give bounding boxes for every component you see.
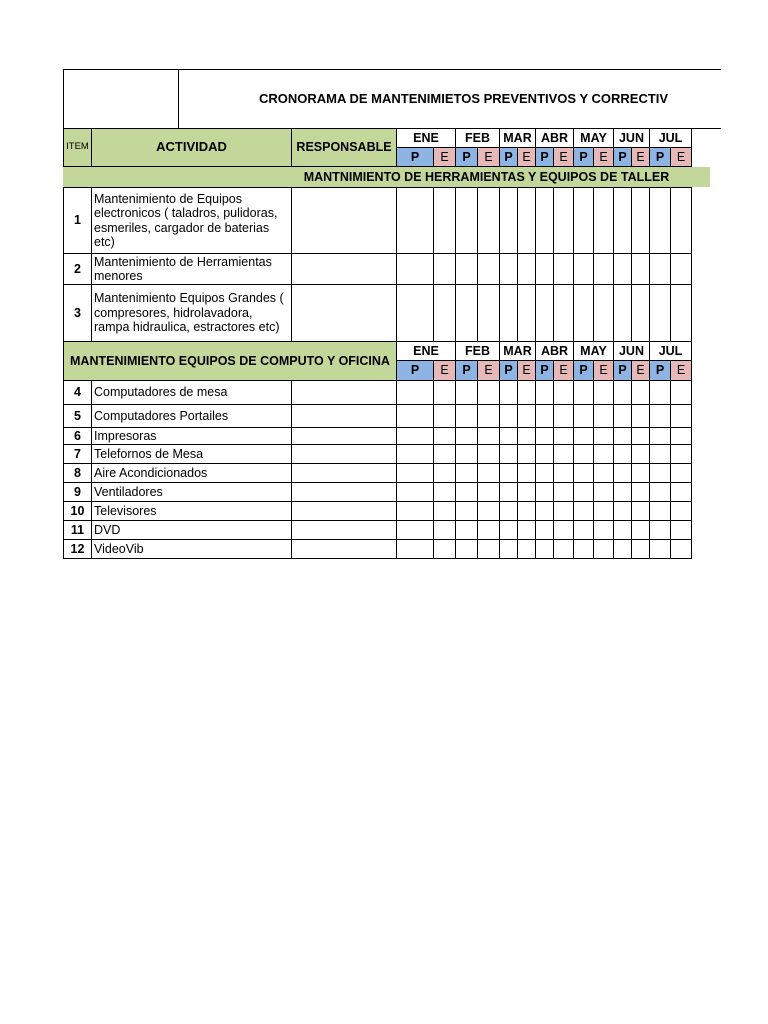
- schedule-cell: [649, 380, 671, 405]
- schedule-cell: [517, 284, 536, 342]
- schedule-cell: [433, 253, 456, 285]
- schedule-cell: [535, 520, 554, 540]
- schedule-cell: [573, 187, 594, 254]
- schedule-cell: [613, 482, 632, 502]
- schedule-cell: [670, 539, 692, 559]
- sub-header-e: E: [631, 147, 650, 167]
- schedule-cell: [649, 284, 671, 342]
- month-header: FEB: [455, 341, 500, 361]
- schedule-cell: [573, 463, 594, 483]
- month-header: JUN: [613, 128, 650, 148]
- schedule-cell: [593, 187, 614, 254]
- row-activity: Mantenimiento de Equipos electronicos ( taladros, pulidoras, esmeriles, cargador de baterias etc): [91, 187, 292, 254]
- schedule-cell: [433, 404, 456, 428]
- schedule-cell: [477, 482, 500, 502]
- schedule-cell: [517, 380, 536, 405]
- schedule-cell: [499, 427, 518, 445]
- schedule-cell: [593, 482, 614, 502]
- schedule-cell: [553, 187, 574, 254]
- row-responsable: [291, 404, 397, 428]
- sub-header-p: P: [396, 147, 434, 167]
- sub-header-e: E: [670, 360, 692, 381]
- row-activity: Telefornos de Mesa: [91, 444, 292, 464]
- sub-header-e: E: [477, 147, 500, 167]
- schedule-cell: [455, 284, 478, 342]
- schedule-cell: [593, 404, 614, 428]
- sub-header-e: E: [433, 147, 456, 167]
- schedule-cell: [573, 404, 594, 428]
- schedule-cell: [593, 444, 614, 464]
- section-header: MANTNIMIENTO DE HERRAMIENTAS Y EQUIPOS DE TALLER: [63, 167, 710, 187]
- schedule-cell: [477, 284, 500, 342]
- row-responsable: [291, 187, 397, 254]
- schedule-cell: [433, 427, 456, 445]
- schedule-cell: [649, 539, 671, 559]
- schedule-cell: [517, 404, 536, 428]
- row-activity: Mantenimiento Equipos Grandes ( compresores, hidrolavadora, rampa hidraulica, estractores etc): [91, 284, 292, 342]
- row-activity: VideoVib: [91, 539, 292, 559]
- schedule-cell: [455, 463, 478, 483]
- schedule-cell: [670, 482, 692, 502]
- sub-header-p: P: [535, 360, 554, 381]
- schedule-cell: [613, 253, 632, 285]
- schedule-cell: [553, 284, 574, 342]
- section-header: MANTENIMIENTO EQUIPOS DE COMPUTO Y OFICINA: [63, 341, 397, 381]
- schedule-cell: [553, 404, 574, 428]
- sub-header-p: P: [573, 360, 594, 381]
- month-header: ENE: [396, 341, 456, 361]
- schedule-cell: [670, 253, 692, 285]
- schedule-cell: [433, 482, 456, 502]
- schedule-cell: [477, 463, 500, 483]
- schedule-cell: [535, 187, 554, 254]
- month-header: MAR: [499, 341, 536, 361]
- sub-header-e: E: [517, 360, 536, 381]
- schedule-cell: [477, 501, 500, 521]
- schedule-cell: [613, 380, 632, 405]
- schedule-cell: [613, 427, 632, 445]
- schedule-cell: [455, 482, 478, 502]
- schedule-cell: [573, 444, 594, 464]
- sub-header-e: E: [553, 147, 574, 167]
- schedule-cell: [455, 253, 478, 285]
- schedule-cell: [573, 253, 594, 285]
- schedule-cell: [553, 444, 574, 464]
- sub-header-p: P: [535, 147, 554, 167]
- schedule-cell: [553, 253, 574, 285]
- sub-header-p: P: [649, 360, 671, 381]
- sub-header-p: P: [455, 147, 478, 167]
- schedule-cell: [649, 520, 671, 540]
- row-item-number: 4: [63, 380, 92, 405]
- schedule-cell: [396, 404, 434, 428]
- row-item-number: 8: [63, 463, 92, 483]
- schedule-cell: [477, 404, 500, 428]
- sub-header-e: E: [517, 147, 536, 167]
- schedule-cell: [631, 444, 650, 464]
- schedule-cell: [396, 380, 434, 405]
- schedule-cell: [396, 444, 434, 464]
- schedule-cell: [613, 520, 632, 540]
- sub-header-p: P: [499, 147, 518, 167]
- schedule-cell: [649, 444, 671, 464]
- schedule-cell: [499, 501, 518, 521]
- header-item: ITEM: [63, 128, 92, 167]
- row-item-number: 3: [63, 284, 92, 342]
- schedule-cell: [593, 539, 614, 559]
- schedule-cell: [613, 444, 632, 464]
- schedule-cell: [433, 380, 456, 405]
- schedule-cell: [396, 520, 434, 540]
- schedule-cell: [535, 427, 554, 445]
- row-activity: Mantenimiento de Herramientas menores: [91, 253, 292, 285]
- schedule-cell: [573, 380, 594, 405]
- sub-header-p: P: [613, 147, 632, 167]
- schedule-cell: [649, 404, 671, 428]
- sub-header-e: E: [477, 360, 500, 381]
- schedule-cell: [499, 520, 518, 540]
- row-activity: Impresoras: [91, 427, 292, 445]
- schedule-cell: [517, 520, 536, 540]
- schedule-cell: [573, 482, 594, 502]
- sub-header-p: P: [613, 360, 632, 381]
- schedule-cell: [593, 380, 614, 405]
- schedule-cell: [477, 253, 500, 285]
- sub-header-e: E: [670, 147, 692, 167]
- schedule-cell: [396, 539, 434, 559]
- schedule-cell: [593, 284, 614, 342]
- schedule-cell: [553, 380, 574, 405]
- schedule-cell: [455, 444, 478, 464]
- schedule-cell: [499, 463, 518, 483]
- schedule-cell: [631, 482, 650, 502]
- schedule-cell: [477, 380, 500, 405]
- row-item-number: 5: [63, 404, 92, 428]
- schedule-cell: [517, 501, 536, 521]
- row-responsable: [291, 501, 397, 521]
- row-activity: Computadores de mesa: [91, 380, 292, 405]
- schedule-cell: [553, 427, 574, 445]
- schedule-cell: [517, 463, 536, 483]
- schedule-cell: [649, 427, 671, 445]
- schedule-cell: [649, 187, 671, 254]
- schedule-cell: [631, 253, 650, 285]
- schedule-cell: [535, 284, 554, 342]
- schedule-cell: [396, 463, 434, 483]
- schedule-cell: [535, 539, 554, 559]
- sub-header-p: P: [455, 360, 478, 381]
- row-item-number: 11: [63, 520, 92, 540]
- schedule-cell: [573, 284, 594, 342]
- schedule-cell: [396, 427, 434, 445]
- sub-header-e: E: [593, 360, 614, 381]
- row-item-number: 9: [63, 482, 92, 502]
- row-item-number: 1: [63, 187, 92, 254]
- row-responsable: [291, 444, 397, 464]
- row-activity: DVD: [91, 520, 292, 540]
- row-responsable: [291, 482, 397, 502]
- schedule-cell: [593, 463, 614, 483]
- schedule-cell: [517, 482, 536, 502]
- row-item-number: 2: [63, 253, 92, 285]
- schedule-cell: [396, 187, 434, 254]
- month-header: JUN: [613, 341, 650, 361]
- row-responsable: [291, 520, 397, 540]
- schedule-cell: [477, 520, 500, 540]
- schedule-cell: [613, 463, 632, 483]
- month-header: MAY: [573, 128, 614, 148]
- schedule-cell: [613, 539, 632, 559]
- schedule-cell: [613, 501, 632, 521]
- month-header: JUL: [649, 128, 692, 148]
- row-activity: Aire Acondicionados: [91, 463, 292, 483]
- schedule-cell: [593, 427, 614, 445]
- schedule-cell: [670, 380, 692, 405]
- schedule-cell: [613, 187, 632, 254]
- schedule-cell: [573, 539, 594, 559]
- schedule-cell: [499, 380, 518, 405]
- schedule-cell: [477, 444, 500, 464]
- schedule-cell: [649, 501, 671, 521]
- row-responsable: [291, 427, 397, 445]
- schedule-cell: [613, 284, 632, 342]
- header-actividad: ACTIVIDAD: [91, 128, 292, 167]
- sub-header-p: P: [499, 360, 518, 381]
- month-header: MAY: [573, 341, 614, 361]
- month-header: MAR: [499, 128, 536, 148]
- sub-header-e: E: [553, 360, 574, 381]
- logo-box: [63, 69, 179, 129]
- schedule-cell: [499, 482, 518, 502]
- row-item-number: 7: [63, 444, 92, 464]
- schedule-cell: [553, 520, 574, 540]
- schedule-cell: [535, 404, 554, 428]
- row-responsable: [291, 284, 397, 342]
- month-header: ABR: [535, 128, 574, 148]
- row-item-number: 10: [63, 501, 92, 521]
- row-responsable: [291, 463, 397, 483]
- schedule-cell: [573, 501, 594, 521]
- schedule-cell: [535, 444, 554, 464]
- schedule-cell: [499, 253, 518, 285]
- sub-header-e: E: [631, 360, 650, 381]
- sub-header-p: P: [573, 147, 594, 167]
- schedule-cell: [517, 539, 536, 559]
- schedule-cell: [573, 427, 594, 445]
- schedule-cell: [396, 501, 434, 521]
- schedule-cell: [433, 284, 456, 342]
- schedule-cell: [499, 284, 518, 342]
- schedule-cell: [670, 187, 692, 254]
- title-box: [178, 69, 721, 129]
- schedule-cell: [535, 482, 554, 502]
- schedule-cell: [433, 187, 456, 254]
- schedule-cell: [455, 539, 478, 559]
- schedule-cell: [613, 404, 632, 428]
- schedule-cell: [593, 253, 614, 285]
- schedule-cell: [455, 501, 478, 521]
- row-responsable: [291, 380, 397, 405]
- schedule-cell: [455, 187, 478, 254]
- schedule-cell: [593, 520, 614, 540]
- schedule-cell: [535, 501, 554, 521]
- schedule-cell: [553, 501, 574, 521]
- schedule-cell: [670, 427, 692, 445]
- row-responsable: [291, 539, 397, 559]
- schedule-cell: [631, 520, 650, 540]
- row-activity: Computadores Portailes: [91, 404, 292, 428]
- schedule-cell: [670, 284, 692, 342]
- schedule-cell: [477, 539, 500, 559]
- schedule-cell: [499, 444, 518, 464]
- schedule-cell: [553, 482, 574, 502]
- schedule-cell: [649, 253, 671, 285]
- header-responsable: RESPONSABLE: [291, 128, 397, 167]
- schedule-cell: [535, 253, 554, 285]
- schedule-cell: [433, 444, 456, 464]
- row-item-number: 12: [63, 539, 92, 559]
- schedule-cell: [593, 501, 614, 521]
- schedule-cell: [631, 284, 650, 342]
- schedule-cell: [455, 520, 478, 540]
- schedule-cell: [670, 444, 692, 464]
- schedule-cell: [649, 482, 671, 502]
- schedule-cell: [455, 404, 478, 428]
- schedule-cell: [396, 253, 434, 285]
- schedule-cell: [631, 501, 650, 521]
- schedule-cell: [631, 427, 650, 445]
- schedule-cell: [517, 444, 536, 464]
- row-activity: Televisores: [91, 501, 292, 521]
- schedule-cell: [433, 501, 456, 521]
- schedule-cell: [455, 427, 478, 445]
- schedule-cell: [433, 520, 456, 540]
- schedule-cell: [670, 520, 692, 540]
- schedule-cell: [455, 380, 478, 405]
- schedule-cell: [517, 427, 536, 445]
- schedule-cell: [573, 520, 594, 540]
- month-header: JUL: [649, 341, 692, 361]
- schedule-cell: [553, 463, 574, 483]
- schedule-cell: [631, 187, 650, 254]
- schedule-cell: [433, 463, 456, 483]
- schedule-cell: [499, 187, 518, 254]
- schedule-cell: [670, 404, 692, 428]
- sub-header-e: E: [433, 360, 456, 381]
- month-header: FEB: [455, 128, 500, 148]
- schedule-cell: [670, 501, 692, 521]
- schedule-cell: [396, 284, 434, 342]
- schedule-cell: [631, 539, 650, 559]
- schedule-cell: [396, 482, 434, 502]
- schedule-cell: [649, 463, 671, 483]
- schedule-cell: [631, 404, 650, 428]
- page-title: CRONORAMA DE MANTENIMIETOS PREVENTIVOS Y CORRECTIV: [259, 91, 669, 106]
- month-header: ABR: [535, 341, 574, 361]
- month-header: ENE: [396, 128, 456, 148]
- row-activity: Ventiladores: [91, 482, 292, 502]
- sub-header-p: P: [396, 360, 434, 381]
- schedule-cell: [517, 187, 536, 254]
- schedule-cell: [670, 463, 692, 483]
- row-item-number: 6: [63, 427, 92, 445]
- sub-header-e: E: [593, 147, 614, 167]
- schedule-cell: [499, 404, 518, 428]
- schedule-cell: [499, 539, 518, 559]
- schedule-cell: [631, 463, 650, 483]
- schedule-cell: [535, 463, 554, 483]
- sub-header-p: P: [649, 147, 671, 167]
- schedule-cell: [477, 427, 500, 445]
- schedule-cell: [553, 539, 574, 559]
- schedule-cell: [433, 539, 456, 559]
- row-responsable: [291, 253, 397, 285]
- schedule-cell: [517, 253, 536, 285]
- schedule-cell: [631, 380, 650, 405]
- schedule-cell: [535, 380, 554, 405]
- schedule-cell: [477, 187, 500, 254]
